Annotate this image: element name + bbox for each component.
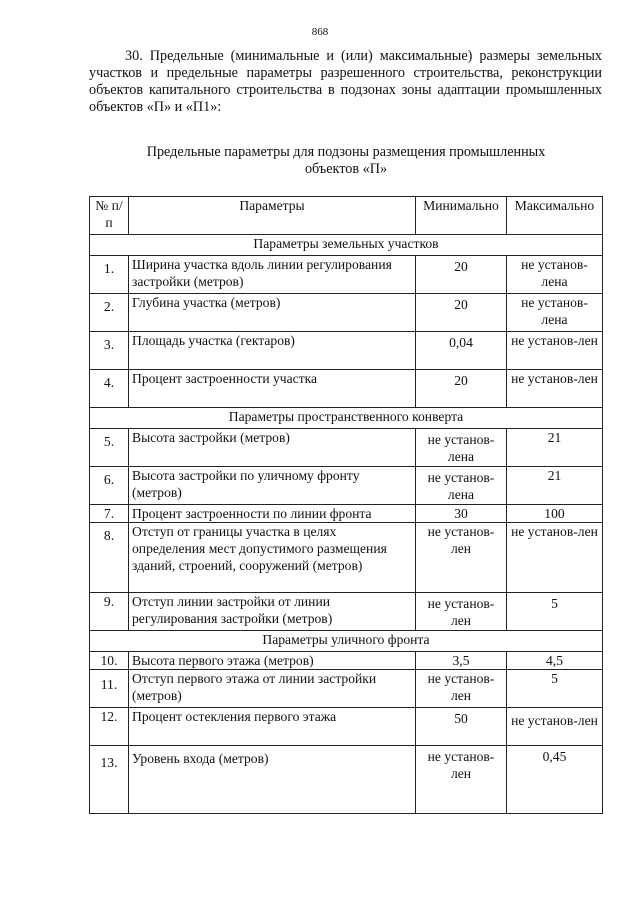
table-row	[90, 652, 603, 670]
table-row	[90, 505, 603, 523]
section-row	[90, 235, 603, 256]
section-title: Параметры пространственного конверта	[90, 408, 603, 429]
row-max: не установ-лен	[507, 708, 603, 746]
row-num: 3.	[90, 332, 129, 370]
row-min: 20	[416, 256, 507, 294]
table-row	[90, 294, 603, 332]
row-max: 5	[507, 670, 603, 708]
row-num: 13.	[90, 746, 129, 814]
header-param: Параметры	[129, 197, 416, 235]
row-param: Отступ первого этажа от линии застройки (метров)	[129, 670, 416, 708]
row-min: не установ-лена	[416, 467, 507, 505]
header-min: Минимально	[416, 197, 507, 235]
row-max: не установ-лена	[507, 294, 603, 332]
row-param: Процент застроенности участка	[129, 370, 416, 408]
row-min: не установ-лен	[416, 670, 507, 708]
row-num: 1.	[90, 256, 129, 294]
page-number: 868	[311, 26, 329, 38]
row-param: Процент остекления первого этажа	[129, 708, 416, 746]
header-num: № п/п	[90, 197, 129, 235]
row-max: не установ-лен	[507, 523, 603, 593]
row-num: 2.	[90, 294, 129, 332]
intro-paragraph	[89, 48, 602, 116]
row-min: 50	[416, 708, 507, 746]
table-row	[90, 429, 603, 467]
row-min: 20	[416, 370, 507, 408]
row-max: 0,45	[507, 746, 603, 814]
section-title: Параметры земельных участков	[90, 235, 603, 256]
row-num: 10.	[90, 652, 129, 670]
row-param: Высота первого этажа (метров)	[129, 652, 416, 670]
row-num: 11.	[90, 670, 129, 708]
row-param: Отступ от границы участка в целях определения мест допустимого размещения зданий, строений, сооружений (метров)	[129, 523, 416, 593]
row-max: 5	[507, 593, 603, 631]
row-param: Процент застроенности по линии фронта	[129, 505, 416, 523]
row-min: не установ-лен	[416, 746, 507, 814]
row-min: 0,04	[416, 332, 507, 370]
section-row	[90, 631, 603, 652]
row-max: 21	[507, 467, 603, 505]
row-param: Уровень входа (метров)	[129, 746, 416, 814]
table-row	[90, 332, 603, 370]
intro-text: 30. Предельные (минимальные и (или) максимальные) размеры земельных участков и предельные параметры разрешенного строительства, реконструкции объектов капитального строительства в подзонах зоны адаптации промышленных объектов «П» и «П1»:	[89, 48, 602, 115]
row-max: 100	[507, 505, 603, 523]
row-max: не установ-лена	[507, 256, 603, 294]
row-num: 8.	[90, 523, 129, 593]
table-row	[90, 670, 603, 708]
row-min: 20	[416, 294, 507, 332]
header-max: Максимально	[507, 197, 603, 235]
table-row	[90, 708, 603, 746]
row-min: 30	[416, 505, 507, 523]
row-min: не установ-лен	[416, 523, 507, 593]
row-min: не установ-лена	[416, 429, 507, 467]
row-param: Высота застройки по уличному фронту (метров)	[129, 467, 416, 505]
parameters-table	[89, 196, 603, 814]
row-max: не установ-лен	[507, 370, 603, 408]
section-row	[90, 408, 603, 429]
row-num: 4.	[90, 370, 129, 408]
row-num: 12.	[90, 708, 129, 746]
row-num: 5.	[90, 429, 129, 467]
row-param: Отступ линии застройки от линии регулирования застройки (метров)	[129, 593, 416, 631]
table-title: Предельные параметры для подзоны размещения промышленных объектов «П»	[146, 144, 546, 177]
row-max: 4,5	[507, 652, 603, 670]
table-row	[90, 256, 603, 294]
row-num: 6.	[90, 467, 129, 505]
table-row	[90, 593, 603, 631]
row-max: 21	[507, 429, 603, 467]
row-num: 9.	[90, 593, 129, 631]
row-min: 3,5	[416, 652, 507, 670]
row-param: Высота застройки (метров)	[129, 429, 416, 467]
row-param: Ширина участка вдоль линии регулирования застройки (метров)	[129, 256, 416, 294]
row-min: не установ-лен	[416, 593, 507, 631]
table-row	[90, 523, 603, 593]
section-title: Параметры уличного фронта	[90, 631, 603, 652]
table-header-row	[90, 197, 603, 235]
table-row	[90, 370, 603, 408]
row-param: Глубина участка (метров)	[129, 294, 416, 332]
table-row	[90, 467, 603, 505]
row-num: 7.	[90, 505, 129, 523]
table-row	[90, 746, 603, 814]
row-param: Площадь участка (гектаров)	[129, 332, 416, 370]
row-max: не установ-лен	[507, 332, 603, 370]
